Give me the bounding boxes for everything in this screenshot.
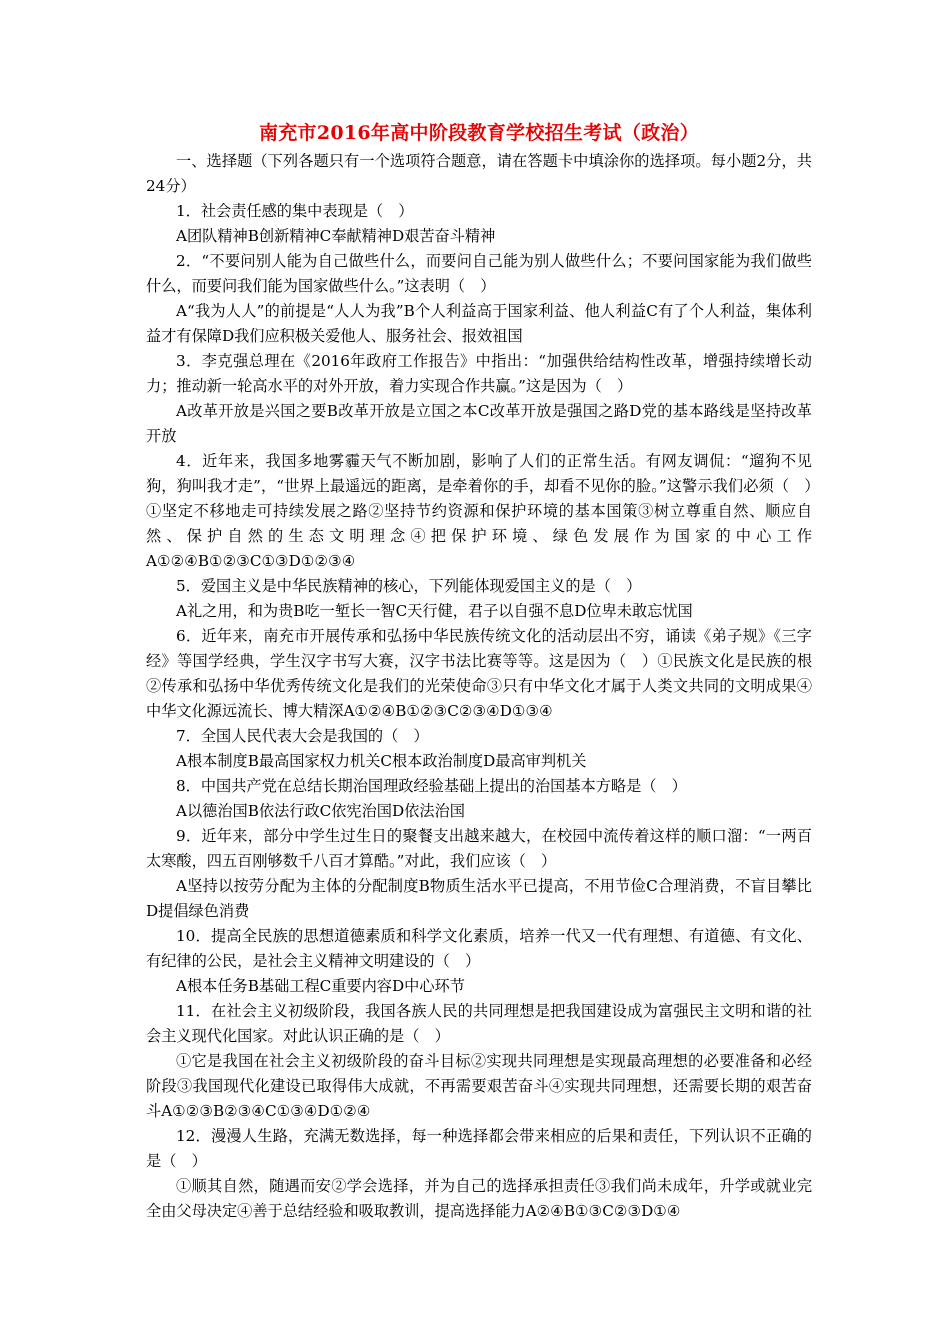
question-8-options: A以德治国B依法行政C依宪治国D依法治国 — [176, 802, 465, 820]
question-9: 9．近年来，部分中学生过生日的聚餐支出越来越大，在校园中流传着这样的顺口溜：“一两百太寒酸，四五百刚够数千八百才算酷。”对此，我们应该（ ） — [146, 827, 812, 870]
question-1: 1．社会责任感的集中表现是（ ） — [176, 202, 414, 220]
exam-page — [146, 119, 812, 1224]
question-1-options: A团队精神B创新精神C奉献精神D艰苦奋斗精神 — [176, 227, 496, 245]
question-8: 8．中国共产党在总结长期治国理政经验基础上提出的治国基本方略是（ ） — [176, 777, 687, 795]
question-12-options: ①顺其自然，随遇而安②学会选择，并为自己的选择承担责任③我们尚未成年，升学或就业完全由父母决定④善于总结经验和吸取教训，提高选择能力A②④B①③C②③D①④ — [146, 1177, 812, 1220]
exam-body — [146, 149, 812, 1224]
question-12: 12．漫漫人生路，充满无数选择，每一种选择都会带来相应的后果和责任，下列认识不正确的是（ ） — [146, 1127, 812, 1170]
question-10: 10．提高全民族的思想道德素质和科学文化素质，培养一代又一代有理想、有道德、有文化、有纪律的公民，是社会主义精神文明建设的（ ） — [146, 927, 812, 970]
section-instruction: 一、选择题（下列各题只有一个选项符合题意，请在答题卡中填涂你的选择项。每小题2分，共24分） — [146, 152, 812, 195]
question-10-options: A根本任务B基础工程C重要内容D中心环节 — [176, 977, 465, 995]
question-2: 2．“不要问别人能为自己做些什么，而要问自己能为别人做些什么；不要问国家能为我们做些什么，而要问我们能为国家做些什么。”这表明（ ） — [146, 252, 812, 295]
question-3: 3．李克强总理在《2016年政府工作报告》中指出：“加强供给结构性改革，增强持续增长动力；推动新一轮高水平的对外开放，着力实现合作共赢。”这是因为（ ） — [146, 352, 812, 395]
question-2-options: A“我为人人”的前提是“人人为我”B个人利益高于国家利益、他人利益C有了个人利益，集体利益才有保障D我们应积极关爱他人、服务社会、报效祖国 — [146, 302, 812, 345]
question-5-options: A礼之用，和为贵B吃一堑长一智C天行健，君子以自强不息D位卑未敢忘忧国 — [176, 602, 693, 620]
question-9-options: A坚持以按劳分配为主体的分配制度B物质生活水平已提高，不用节俭C合理消费，不盲目攀比D提倡绿色消费 — [146, 877, 812, 920]
question-3-options: A改革开放是兴国之要B改革开放是立国之本C改革开放是强国之路D党的基本路线是坚持改革开放 — [146, 402, 812, 445]
exam-title: 南充市2016年高中阶段教育学校招生考试（政治） — [258, 122, 700, 144]
question-6: 6．近年来，南充市开展传承和弘扬中华民族传统文化的活动层出不穷，诵读《弟子规》《三字经》等国学经典，学生汉字书写大赛，汉字书法比赛等等。这是因为（ ）①民族文化是民族的根②传承和弘扬中华优秀传统文化是我们的光荣使命③只有中华文化才属于人类文共同的文明成果④中华文化源远流长、博大精深A①②④B①②③C②③④D①③④ — [146, 627, 812, 720]
question-11: 11．在社会主义初级阶段，我国各族人民的共同理想是把我国建设成为富强民主文明和谐的社会主义现代化国家。对此认识正确的是（ ） — [146, 1002, 812, 1045]
question-5: 5．爱国主义是中华民族精神的核心，下列能体现爱国主义的是（ ） — [176, 577, 642, 595]
question-7-options: A根本制度B最高国家权力机关C根本政治制度D最高审判机关 — [176, 752, 587, 770]
question-7: 7．全国人民代表大会是我国的（ ） — [176, 727, 429, 745]
question-11-options: ①它是我国在社会主义初级阶段的奋斗目标②实现共同理想是实现最高理想的必要准备和必经阶段③我国现代化建设已取得伟大成就，不再需要艰苦奋斗④实现共同理想，还需要长期的艰苦奋斗A①②③B②③④C①③④D①②④ — [146, 1052, 812, 1120]
question-4: 4．近年来，我国多地雾霾天气不断加剧，影响了人们的正常生活。有网友调侃：“遛狗不见狗，狗叫我才走”，“世界上最遥远的距离，是牵着你的手，却看不见你的脸。”这警示我们必须（ ）①坚定不移地走可持续发展之路②坚持节约资源和保护环境的基本国策③树立尊重自然、顺应自然、保护自然的生态文明理念④把保护环境、绿色发展作为国家的中心工作A①②④B①②③C①③D①②③④ — [146, 452, 812, 570]
